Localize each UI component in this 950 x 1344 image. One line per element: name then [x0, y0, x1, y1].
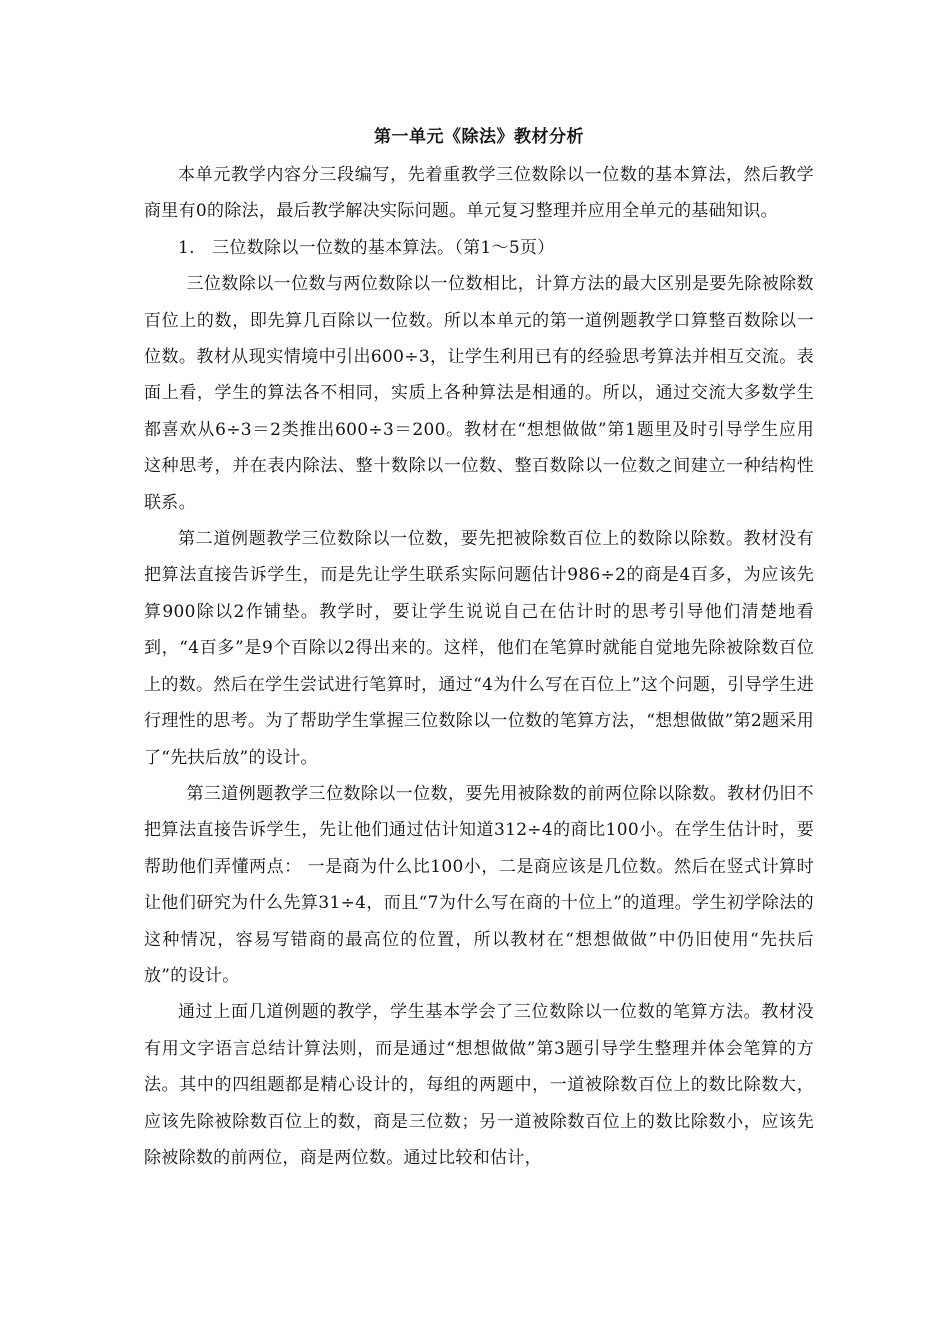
document-body: [144, 125, 814, 1176]
paragraph-example-1: 三位数除以一位数与两位数除以一位数相比，计算方法的最大区别是要先除被除数百位上的数，即先算几百除以一位数。所以本单元的第一道例题教学口算整百数除以一位数。教材从现实情境中引出600÷3，让学生利用已有的经验思考算法并相互交流。表面上看，学生的算法各不相同，实质上各种算法是相通的。所以，通过交流大多数学生都喜欢从6÷3＝2类推出600÷3＝200。教材在“想想做做”第1题里及时引导学生应用这种思考，并在表内除法、整十数除以一位数、整百数除以一位数之间建立一种结构性联系。: [144, 274, 814, 513]
paragraph-summary: 通过上面几道例题的教学，学生基本学会了三位数除以一位数的笔算方法。教材没有用文字语言总结计算法则，而是通过“想想做做”第3题引导学生整理并体会笔算的方法。其中的四组题都是精心设计的，每组的两题中，一道被除数百位上的数比除数大，应该先除被除数百位上的数，商是三位数；另一道被除数百位上的数比除数小，应该先除被除数的前两位，商是两位数。通过比较和估计，: [144, 1002, 814, 1168]
section-heading-1: 1. 三位数除以一位数的基本算法。（第1～5页）: [178, 237, 555, 258]
paragraph-example-2: 第二道例题教学三位数除以一位数，要先把被除数百位上的数除以除数。教材没有把算法直接告诉学生，而是先让学生联系实际问题估计986÷2的商是4百多，为应该先算900除以2作铺垫。教学时，要让学生说说自己在估计时的思考引导他们清楚地看到，“4百多”是9个百除以2得出来的。这样，他们在笔算时就能自觉地先除被除数百位上的数。然后在学生尝试进行笔算时，通过“4为什么写在百位上”这个问题，引导学生进行理性的思考。为了帮助学生掌握三位数除以一位数的笔算方法，“想想做做”第2题采用了“先扶后放”的设计。: [144, 529, 814, 768]
document-title: 第一单元《除法》教材分析: [374, 127, 584, 147]
paragraph-example-3: 第三道例题教学三位数除以一位数，要先用被除数的前两位除以除数。教材仍旧不把算法直接告诉学生，先让他们通过估计知道312÷4的商比100小。在学生估计时，要帮助他们弄懂两点： 一是商为什么比100小，二是商应该是几位数。然后在竖式计算时让他们研究为什么先算31÷4，而且“7为什么写在商的十位上”的道理。学生初学除法的这种情况，容易写错商的最高位的位置，所以教材在“想想做做”中仍旧使用“先扶后放”的设计。: [144, 783, 814, 986]
paragraph-intro: 本单元教学内容分三段编写，先着重教学三位数除以一位数的基本算法，然后教学商里有0的除法，最后教学解决实际问题。单元复习整理并应用全单元的基础知识。: [144, 165, 814, 222]
